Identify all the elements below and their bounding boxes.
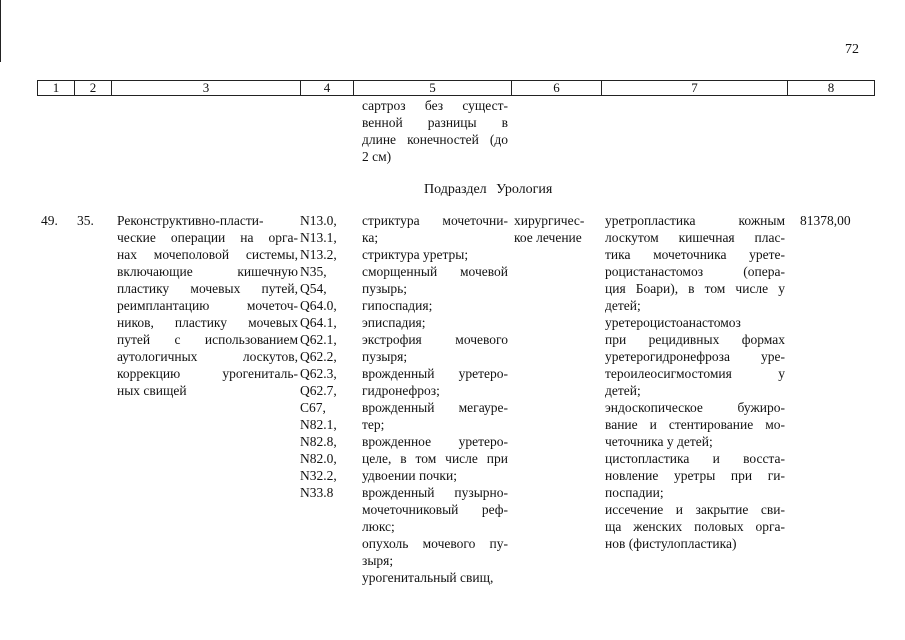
subsection-title: Подраздел Урология bbox=[424, 182, 553, 197]
text-line: пузыря; bbox=[362, 349, 408, 364]
text-line: тероилеосигмостомия у bbox=[605, 366, 785, 381]
text-line: пузырь; bbox=[362, 281, 408, 296]
text-line: Q64.0, bbox=[300, 298, 337, 313]
group-number: 35. bbox=[77, 213, 94, 228]
text-line: уретерогидронефроза уре- bbox=[605, 349, 785, 364]
text-line: ных свищей bbox=[117, 383, 187, 398]
text-line: опухоль мочевого пу- bbox=[362, 536, 508, 551]
text-line: N82.0, bbox=[300, 451, 337, 466]
text-line: 2 см) bbox=[362, 149, 392, 164]
text-line: ция Боари), в том числе у bbox=[605, 281, 785, 296]
text-line: цистопластика и восста- bbox=[605, 451, 785, 466]
text-line: урогенитальный свищ, bbox=[362, 570, 494, 585]
text-line: сартроз без сущест- bbox=[362, 98, 508, 113]
text-line: гипоспадия; bbox=[362, 298, 433, 313]
text-line: стриктура мочеточни- bbox=[362, 213, 508, 228]
text-line: N32.2, bbox=[300, 468, 337, 483]
text-line: N82.1, bbox=[300, 417, 337, 432]
text-line: реимплантацию мочеточ- bbox=[117, 298, 298, 313]
text-line: N35, bbox=[300, 264, 327, 279]
text-line: тика мочеточника урете- bbox=[605, 247, 785, 262]
text-line: ческие операции на орга- bbox=[117, 230, 298, 245]
text-line: хирургичес- bbox=[514, 213, 585, 228]
text-line: эндоскопическое бужиро- bbox=[605, 400, 785, 415]
text-line: новление уретры при ги- bbox=[605, 468, 785, 483]
text-line: нах мочеполовой системы, bbox=[117, 247, 298, 262]
text-line: гидронефроз; bbox=[362, 383, 440, 398]
text-line: N13.1, bbox=[300, 230, 337, 245]
row-number: 49. bbox=[41, 213, 58, 228]
text-line: Q62.1, bbox=[300, 332, 337, 347]
header-cell-4: 4 bbox=[301, 81, 354, 96]
text-line: врожденный уретеро- bbox=[362, 366, 508, 381]
text-line: N13.2, bbox=[300, 247, 337, 262]
text-line: венной разницы в bbox=[362, 115, 508, 130]
text-line: включающие кишечную bbox=[117, 264, 298, 279]
text-line: детей; bbox=[605, 298, 641, 313]
header-row bbox=[38, 81, 875, 96]
text-line: при рецидивных формах bbox=[605, 332, 785, 347]
text-line: детей; bbox=[605, 383, 641, 398]
treatment-type bbox=[514, 212, 602, 246]
header-cell-3: 3 bbox=[112, 81, 301, 96]
text-line: N82.8, bbox=[300, 434, 337, 449]
text-line: путей с использованием bbox=[117, 332, 298, 347]
text-line: C67, bbox=[300, 400, 326, 415]
text-line: пластику мочевых путей, bbox=[117, 281, 298, 296]
treatment-methods bbox=[605, 212, 785, 552]
text-line: мочеточниковый реф- bbox=[362, 502, 508, 517]
text-line: зыря; bbox=[362, 553, 394, 568]
text-line: люкс; bbox=[362, 519, 395, 534]
text-line: удвоении почки; bbox=[362, 468, 457, 483]
text-line: Q62.3, bbox=[300, 366, 337, 381]
text-line: ников, пластику мочевых bbox=[117, 315, 298, 330]
text-line: Q64.1, bbox=[300, 315, 337, 330]
text-line: ка; bbox=[362, 230, 379, 245]
text-line: уретероцистоанастомоз bbox=[605, 315, 741, 330]
page-left-border bbox=[0, 0, 1, 62]
text-line: роцистанастомоз (опера- bbox=[605, 264, 785, 279]
continuation-text bbox=[362, 97, 508, 165]
text-line: стриктура уретры; bbox=[362, 247, 469, 262]
header-cell-1: 1 bbox=[38, 81, 75, 96]
text-line: Q62.7, bbox=[300, 383, 337, 398]
text-line: тер; bbox=[362, 417, 385, 432]
text-line: четочника у детей; bbox=[605, 434, 713, 449]
header-cell-8: 8 bbox=[788, 81, 875, 96]
text-line: коррекцию урогениталь- bbox=[117, 366, 298, 381]
header-cell-7: 7 bbox=[602, 81, 788, 96]
text-line: иссечение и закрытие сви- bbox=[605, 502, 785, 517]
text-line: экстрофия мочевого bbox=[362, 332, 508, 347]
header-cell-2: 2 bbox=[75, 81, 112, 96]
text-line: поспадии; bbox=[605, 485, 664, 500]
text-line: кое лечение bbox=[514, 230, 582, 245]
text-line: врожденное уретеро- bbox=[362, 434, 508, 449]
text-line: аутологичных лоскутов, bbox=[117, 349, 298, 364]
header-cell-6: 6 bbox=[512, 81, 602, 96]
text-line: врожденный мегауре- bbox=[362, 400, 508, 415]
text-line: уретропластика кожным bbox=[605, 213, 785, 228]
text-line: ща женских половых орга- bbox=[605, 519, 785, 534]
text-line: Реконструктивно-пласти- bbox=[117, 213, 264, 228]
care-type-name bbox=[117, 212, 298, 399]
header-cell-5: 5 bbox=[354, 81, 512, 96]
icd-codes bbox=[300, 212, 358, 501]
text-line: Q54, bbox=[300, 281, 327, 296]
column-number-header bbox=[37, 80, 875, 96]
text-line: нов (фистулопластика) bbox=[605, 536, 737, 551]
text-line: сморщенный мочевой bbox=[362, 264, 508, 279]
text-line: целе, в том числе при bbox=[362, 451, 508, 466]
text-line: вание и стентирование мо- bbox=[605, 417, 785, 432]
text-line: эписпадия; bbox=[362, 315, 426, 330]
diagnosis-model bbox=[362, 212, 508, 586]
page-number: 72 bbox=[845, 42, 859, 57]
cost-value: 81378,00 bbox=[800, 213, 851, 228]
text-line: лоскутом кишечная плас- bbox=[605, 230, 785, 245]
text-line: N13.0, bbox=[300, 213, 337, 228]
text-line: длине конечностей (до bbox=[362, 132, 508, 147]
text-line: Q62.2, bbox=[300, 349, 337, 364]
text-line: N33.8 bbox=[300, 485, 334, 500]
text-line: врожденный пузырно- bbox=[362, 485, 508, 500]
